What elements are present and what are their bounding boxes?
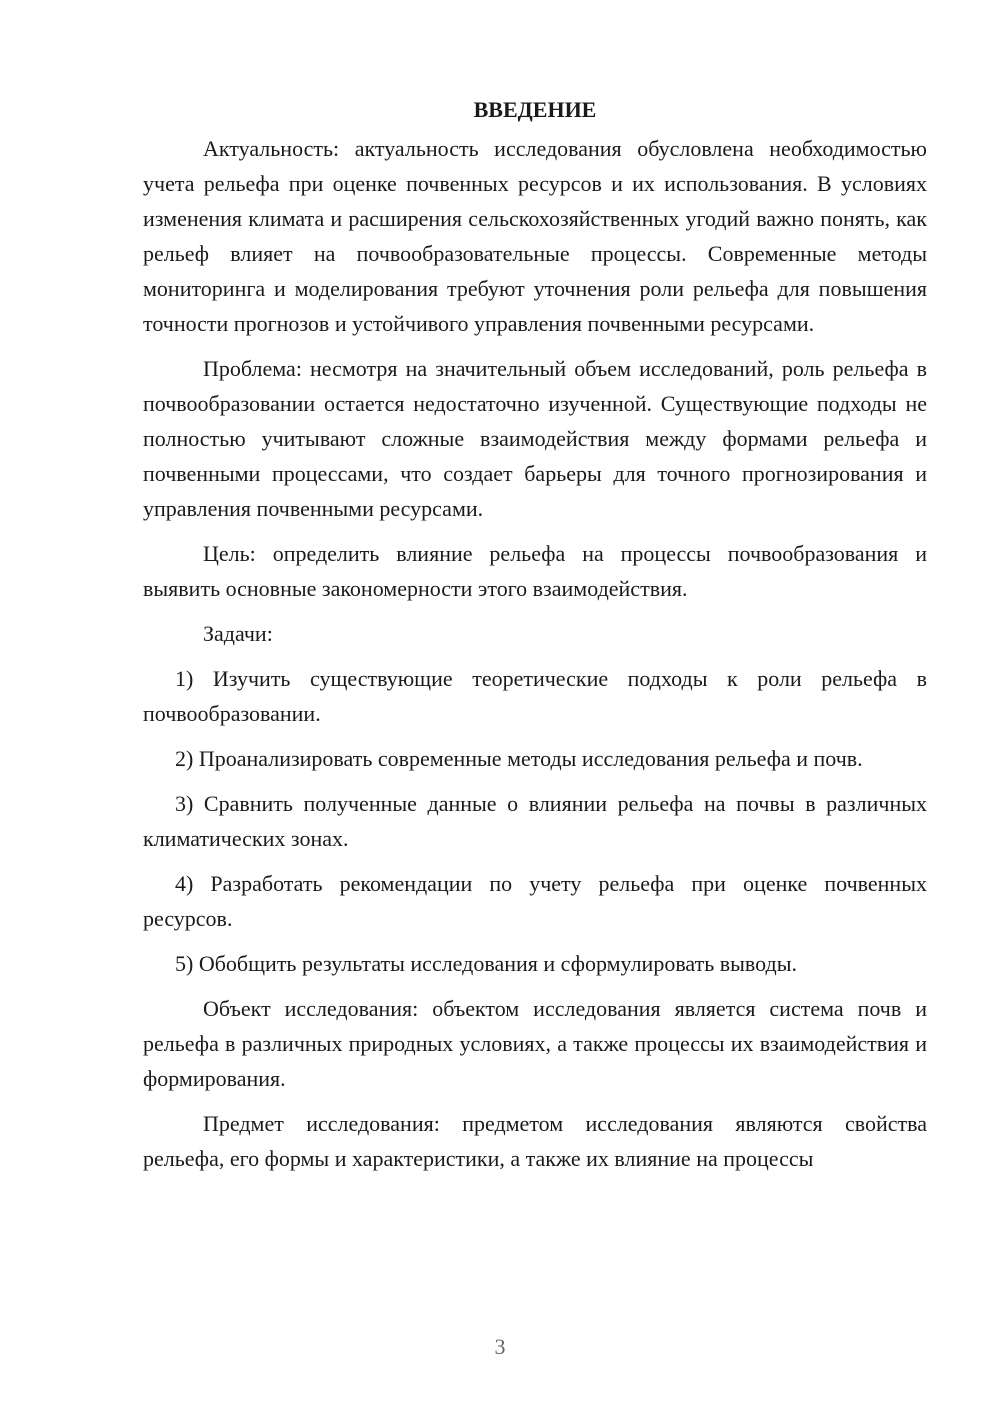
list-item: 5) Обобщить результаты исследования и сформулировать выводы.	[175, 951, 798, 976]
list-item: 2) Проанализировать современные методы исследования рельефа и почв.	[175, 746, 863, 771]
page-title: ВВЕДЕНИЕ	[473, 97, 597, 122]
paragraph-subject: Предмет исследования: предметом исследования являются свойства рельефа, его формы и характеристики, а также их влияние на процессы	[143, 1111, 927, 1171]
paragraph-object: Объект исследования: объектом исследования является система почв и рельефа в различных природных условиях, а также процессы их взаимодействия и формирования.	[143, 996, 927, 1091]
tasks-heading: Задачи:	[203, 621, 273, 646]
list-item: 3) Сравнить полученные данные о влиянии рельефа на почвы в различных климатических зонах.	[143, 791, 927, 851]
list-item: 1) Изучить существующие теоретические подходы к роли рельефа в почвообразовании.	[143, 666, 927, 726]
page-number: 3	[494, 1334, 506, 1359]
paragraph-relevance: Актуальность: актуальность исследования обусловлена необходимостью учета рельефа при оценке почвенных ресурсов и их использования. В условиях изменения климата и расширения сельскохозяйственных угодий важно понять, как рельеф влияет на почвообразовательные процессы. Современные методы мониторинга и моделирования требуют уточнения роли рельефа для повышения точности прогнозов и устойчивого управления почвенными ресурсами.	[143, 136, 927, 336]
tasks-list	[143, 661, 927, 981]
list-item: 4) Разработать рекомендации по учету рельефа при оценке почвенных ресурсов.	[143, 871, 927, 931]
paragraph-goal: Цель: определить влияние рельефа на процессы почвообразования и выявить основные закономерности этого взаимодействия.	[143, 541, 927, 601]
paragraph-problem: Проблема: несмотря на значительный объем исследований, роль рельефа в почвообразовании остается недостаточно изученной. Существующие подходы не полностью учитывают сложные взаимодействия между формами рельефа и почвенными процессами, что создает барьеры для точного прогнозирования и управления почвенными ресурсами.	[143, 356, 927, 521]
document-page	[143, 92, 927, 1186]
